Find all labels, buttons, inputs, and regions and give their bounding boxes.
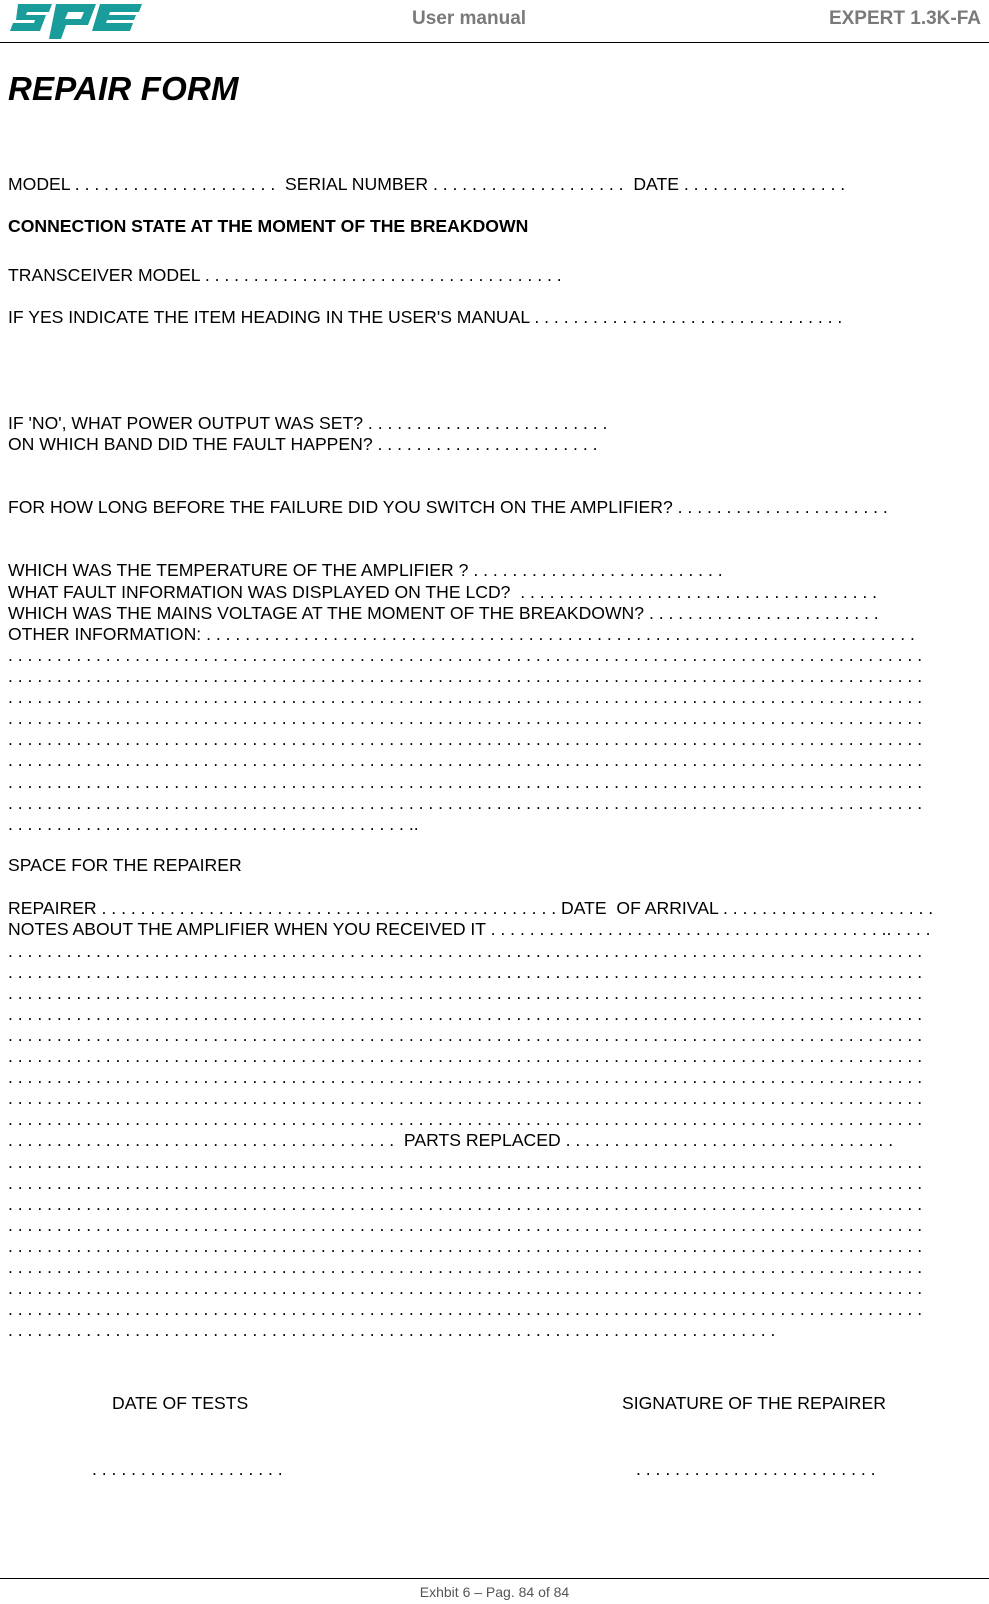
other-dots-line[interactable]: . . . . . . . . . . . . . . . . . . . . . . . . . . . . . . . . . . . . . . . . . . . . . . . . . . . . . . . . . . . . . . . . . . . . . . . . . . . . . . . . . . . . . . . . . . . . . . <box>8 708 923 728</box>
parts-dots-end[interactable]: . . . . . . . . . . . . . . . . . . . . . . . . . . . . . . . . . . . . . . . . . . . . . . . . . . . . . . . . . . . . . . . . . . . . . . . . . . . . . . . <box>8 1320 776 1340</box>
notes-dots-line[interactable]: . . . . . . . . . . . . . . . . . . . . . . . . . . . . . . . . . . . . . . . . . . . . . . . . . . . . . . . . . . . . . . . . . . . . . . . . . . . . . . . . . . . . . . . . . . . . . . <box>8 941 923 961</box>
page-header <box>0 0 989 44</box>
parts-dots-line[interactable]: . . . . . . . . . . . . . . . . . . . . . . . . . . . . . . . . . . . . . . . . . . . . . . . . . . . . . . . . . . . . . . . . . . . . . . . . . . . . . . . . . . . . . . . . . . . . . . <box>8 1278 923 1298</box>
other-dots-line[interactable]: . . . . . . . . . . . . . . . . . . . . . . . . . . . . . . . . . . . . . . . . . . . . . . . . . . . . . . . . . . . . . . . . . . . . . . . . . . . . . . . . . . . . . . . . . . . . . . <box>8 729 923 749</box>
how-long-line[interactable]: FOR HOW LONG BEFORE THE FAILURE DID YOU SWITCH ON THE AMPLIFIER? . . . . . . . . . . . . . . . . . . . . . . <box>8 497 888 517</box>
mains-line[interactable]: WHICH WAS THE MAINS VOLTAGE AT THE MOMENT OF THE BREAKDOWN? . . . . . . . . . . . . . . . . . . . . . . . . <box>8 603 879 623</box>
other-info-line[interactable]: OTHER INFORMATION: . . . . . . . . . . . . . . . . . . . . . . . . . . . . . . . . . . . . . . . . . . . . . . . . . . . . . . . . . . . . . . . . . . . . . . . . . <box>8 624 915 644</box>
any-link-line <box>8 348 983 370</box>
parts-dots-line[interactable]: . . . . . . . . . . . . . . . . . . . . . . . . . . . . . . . . . . . . . . . . . . . . . . . . . . . . . . . . . . . . . . . . . . . . . . . . . . . . . . . . . . . . . . . . . . . . . . <box>8 1299 923 1319</box>
footer-divider <box>0 1578 989 1579</box>
model-line[interactable]: MODEL . . . . . . . . . . . . . . . . . . . . . SERIAL NUMBER . . . . . . . . . . . . . . . . . . . . DATE . . . . . . . . . . . . . . . . . <box>8 174 846 194</box>
notes-dots-line[interactable]: . . . . . . . . . . . . . . . . . . . . . . . . . . . . . . . . . . . . . . . . . . . . . . . . . . . . . . . . . . . . . . . . . . . . . . . . . . . . . . . . . . . . . . . . . . . . . . <box>8 1004 923 1024</box>
if-yes-line[interactable]: IF YES INDICATE THE ITEM HEADING IN THE USER'S MANUAL . . . . . . . . . . . . . . . . . . . . . . . . . . . . . . . . <box>8 307 843 327</box>
repairer-line[interactable]: REPAIRER . . . . . . . . . . . . . . . . . . . . . . . . . . . . . . . . . . . . . . . . . . . . . . . DATE OF ARRIVAL . . . . . . . . . . . . . . . . . . . . . . <box>8 898 934 918</box>
header-doc-type: User manual <box>412 8 527 29</box>
alc-line <box>8 369 983 391</box>
change-bands-line <box>8 454 983 476</box>
other-dots-line[interactable]: . . . . . . . . . . . . . . . . . . . . . . . . . . . . . . . . . . . . . . . . . . . . . . . . . . . . . . . . . . . . . . . . . . . . . . . . . . . . . . . . . . . . . . . . . . . . . . <box>8 666 923 686</box>
signature-field[interactable]: . . . . . . . . . . . . . . . . . . . . . . . . . <box>636 1459 876 1479</box>
date-of-tests-label: DATE OF TESTS <box>112 1393 249 1413</box>
header-divider <box>0 42 989 43</box>
other-dots-line[interactable]: . . . . . . . . . . . . . . . . . . . . . . . . . . . . . . . . . . . . . . . . . . . . . . . . . . . . . . . . . . . . . . . . . . . . . . . . . . . . . . . . . . . . . . . . . . . . . . <box>8 645 923 665</box>
notes-dots-line[interactable]: . . . . . . . . . . . . . . . . . . . . . . . . . . . . . . . . . . . . . . . . . . . . . . . . . . . . . . . . . . . . . . . . . . . . . . . . . . . . . . . . . . . . . . . . . . . . . . <box>8 1067 923 1087</box>
if-no-line <box>8 327 983 349</box>
header-model: EXPERT 1.3K-FA <box>828 8 981 29</box>
signature-label: SIGNATURE OF THE REPAIRER <box>622 1393 886 1413</box>
spe-logo <box>8 1 144 41</box>
transceiver-model-line[interactable]: TRANSCEIVER MODEL . . . . . . . . . . . . . . . . . . . . . . . . . . . . . . . . . . . . . <box>8 265 562 285</box>
which-band-line[interactable]: ON WHICH BAND DID THE FAULT HAPPEN? . . . . . . . . . . . . . . . . . . . . . . . <box>8 434 598 454</box>
parts-dots-line[interactable]: . . . . . . . . . . . . . . . . . . . . . . . . . . . . . . . . . . . . . . . . . . . . . . . . . . . . . . . . . . . . . . . . . . . . . . . . . . . . . . . . . . . . . . . . . . . . . . <box>8 1215 923 1235</box>
parts-dots-line[interactable]: . . . . . . . . . . . . . . . . . . . . . . . . . . . . . . . . . . . . . . . . . . . . . . . . . . . . . . . . . . . . . . . . . . . . . . . . . . . . . . . . . . . . . . . . . . . . . . <box>8 1236 923 1256</box>
page-footer: Exhbit 6 – Pag. 84 of 84 <box>419 1584 570 1600</box>
notes-dots-line[interactable]: . . . . . . . . . . . . . . . . . . . . . . . . . . . . . . . . . . . . . . . . . . . . . . . . . . . . . . . . . . . . . . . . . . . . . . . . . . . . . . . . . . . . . . . . . . . . . . <box>8 1088 923 1108</box>
input-line <box>8 538 983 560</box>
repairer-heading: SPACE FOR THE REPAIRER <box>8 855 242 875</box>
power-output-line[interactable]: IF 'NO', WHAT POWER OUTPUT WAS SET? . . . . . . . . . . . . . . . . . . . . . . . . . <box>8 413 608 433</box>
date-of-tests-field[interactable]: . . . . . . . . . . . . . . . . . . . . <box>92 1459 283 1479</box>
other-dots-end[interactable]: . . . . . . . . . . . . . . . . . . . . . . . . . . . . . . . . . . . . . . . . . .. <box>8 814 419 834</box>
cat-connection-line <box>8 285 983 307</box>
notes-dots-line[interactable]: . . . . . . . . . . . . . . . . . . . . . . . . . . . . . . . . . . . . . . . . . . . . . . . . . . . . . . . . . . . . . . . . . . . . . . . . . . . . . . . . . . . . . . . . . . . . . . <box>8 1046 923 1066</box>
fault-info-line[interactable]: WHAT FAULT INFORMATION WAS DISPLAYED ON THE LCD? . . . . . . . . . . . . . . . . . . . . . . . . . . . . . . . . . . . . . <box>8 582 878 602</box>
parts-dots-line[interactable]: . . . . . . . . . . . . . . . . . . . . . . . . . . . . . . . . . . . . . . . . . . . . . . . . . . . . . . . . . . . . . . . . . . . . . . . . . . . . . . . . . . . . . . . . . . . . . . <box>8 1173 923 1193</box>
notes-dots-line[interactable]: . . . . . . . . . . . . . . . . . . . . . . . . . . . . . . . . . . . . . . . . . . . . . . . . . . . . . . . . . . . . . . . . . . . . . . . . . . . . . . . . . . . . . . . . . . . . . . <box>8 1109 923 1129</box>
amp-level-line <box>8 517 983 539</box>
other-dots-line[interactable]: . . . . . . . . . . . . . . . . . . . . . . . . . . . . . . . . . . . . . . . . . . . . . . . . . . . . . . . . . . . . . . . . . . . . . . . . . . . . . . . . . . . . . . . . . . . . . . <box>8 793 923 813</box>
tx-mode-line <box>8 475 983 497</box>
notes-dots-line[interactable]: . . . . . . . . . . . . . . . . . . . . . . . . . . . . . . . . . . . . . . . . . . . . . . . . . . . . . . . . . . . . . . . . . . . . . . . . . . . . . . . . . . . . . . . . . . . . . . <box>8 1025 923 1045</box>
notes-dots-line[interactable]: . . . . . . . . . . . . . . . . . . . . . . . . . . . . . . . . . . . . . . . . . . . . . . . . . . . . . . . . . . . . . . . . . . . . . . . . . . . . . . . . . . . . . . . . . . . . . . <box>8 962 923 982</box>
other-dots-line[interactable]: . . . . . . . . . . . . . . . . . . . . . . . . . . . . . . . . . . . . . . . . . . . . . . . . . . . . . . . . . . . . . . . . . . . . . . . . . . . . . . . . . . . . . . . . . . . . . . <box>8 750 923 770</box>
driving-power-line <box>8 391 983 413</box>
temperature-line[interactable]: WHICH WAS THE TEMPERATURE OF THE AMPLIFIER ? . . . . . . . . . . . . . . . . . . . . . . . . . . <box>8 560 723 580</box>
other-dots-line[interactable]: . . . . . . . . . . . . . . . . . . . . . . . . . . . . . . . . . . . . . . . . . . . . . . . . . . . . . . . . . . . . . . . . . . . . . . . . . . . . . . . . . . . . . . . . . . . . . . <box>8 772 923 792</box>
parts-dots-line[interactable]: . . . . . . . . . . . . . . . . . . . . . . . . . . . . . . . . . . . . . . . . . . . . . . . . . . . . . . . . . . . . . . . . . . . . . . . . . . . . . . . . . . . . . . . . . . . . . . <box>8 1194 923 1214</box>
notes-line[interactable]: NOTES ABOUT THE AMPLIFIER WHEN YOU RECEIVED IT . . . . . . . . . . . . . . . . . . . . . . . . . . . . . . . . . . . . . . . . .. . . . . <box>8 919 931 939</box>
connection-heading: CONNECTION STATE AT THE MOMENT OF THE BREAKDOWN <box>8 216 529 236</box>
notes-dots-line[interactable]: . . . . . . . . . . . . . . . . . . . . . . . . . . . . . . . . . . . . . . . . . . . . . . . . . . . . . . . . . . . . . . . . . . . . . . . . . . . . . . . . . . . . . . . . . . . . . . <box>8 983 923 1003</box>
page-title: REPAIR FORM <box>8 70 239 107</box>
parts-dots-line[interactable]: . . . . . . . . . . . . . . . . . . . . . . . . . . . . . . . . . . . . . . . . . . . . . . . . . . . . . . . . . . . . . . . . . . . . . . . . . . . . . . . . . . . . . . . . . . . . . . <box>8 1152 923 1172</box>
other-dots-line[interactable]: . . . . . . . . . . . . . . . . . . . . . . . . . . . . . . . . . . . . . . . . . . . . . . . . . . . . . . . . . . . . . . . . . . . . . . . . . . . . . . . . . . . . . . . . . . . . . . <box>8 687 923 707</box>
parts-replaced-line[interactable]: . . . . . . . . . . . . . . . . . . . . . . . . . . . . . . . . . . . . . . . . PARTS REPLACED . . . . . . . . . . . . . . . . . . . . . . . . . . . . . . . . . . <box>8 1130 894 1150</box>
parts-dots-line[interactable]: . . . . . . . . . . . . . . . . . . . . . . . . . . . . . . . . . . . . . . . . . . . . . . . . . . . . . . . . . . . . . . . . . . . . . . . . . . . . . . . . . . . . . . . . . . . . . . <box>8 1257 923 1277</box>
